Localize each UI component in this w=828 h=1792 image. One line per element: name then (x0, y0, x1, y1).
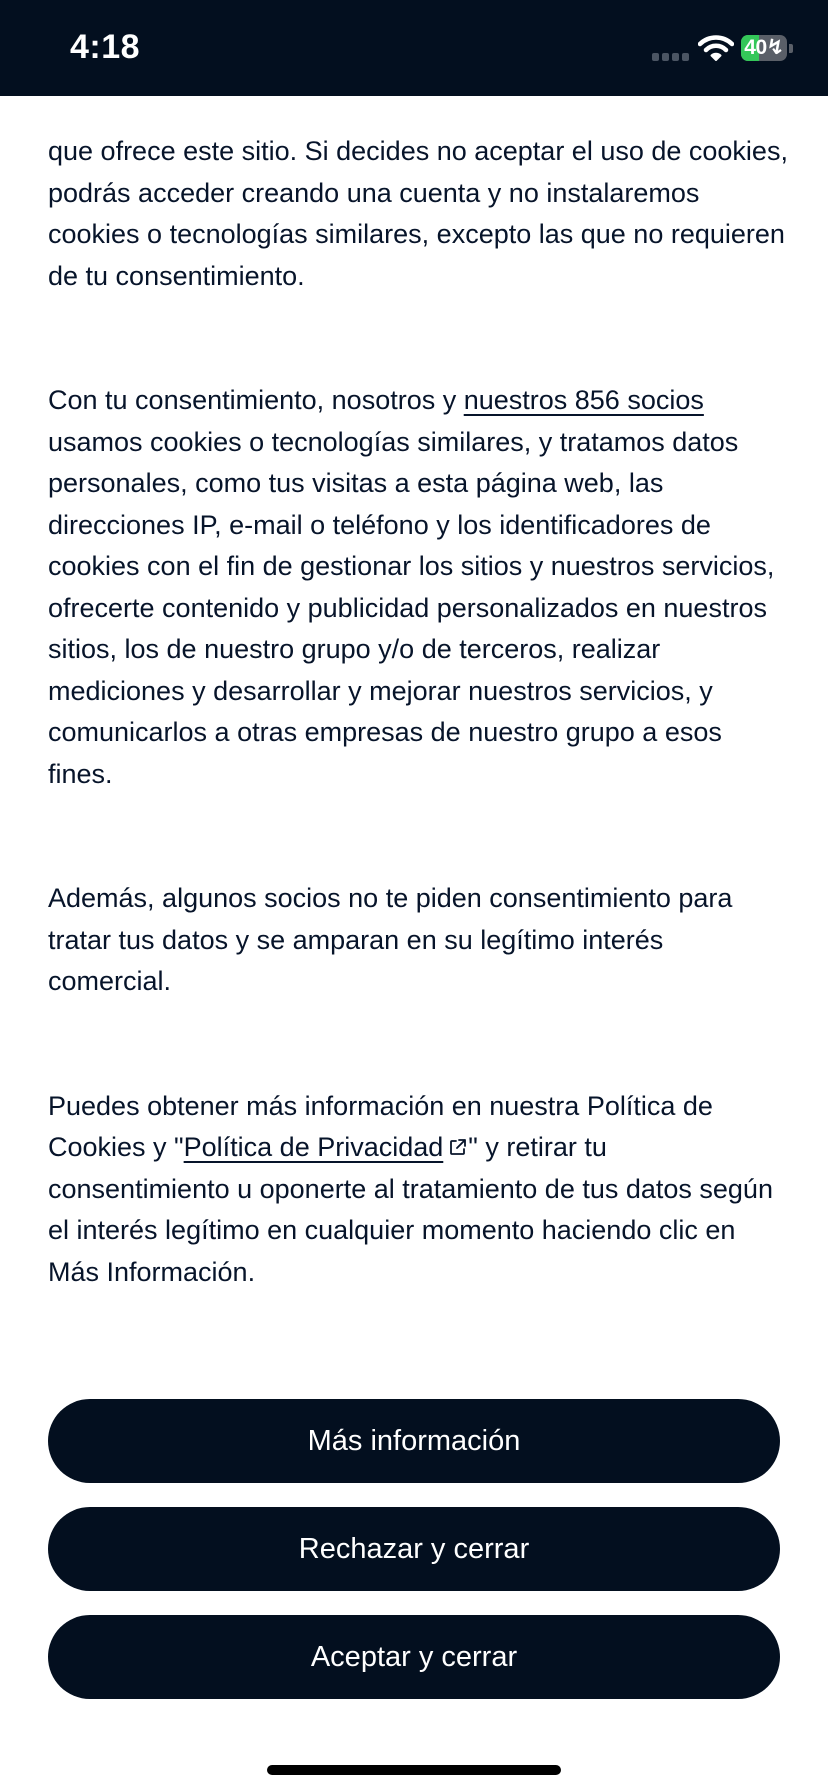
battery-charging-icon (741, 35, 787, 61)
more-info-button[interactable]: Más información (48, 1399, 780, 1483)
consent-paragraph-1 (48, 131, 788, 297)
paragraph-3-text: Además, algunos socios no te piden consentimiento para tratar tus datos y se amparan en su legítimo interés comercial. (48, 883, 733, 996)
bolt-icon: ↯ (766, 36, 784, 59)
wifi-icon (698, 34, 734, 62)
consent-paragraph-3 (48, 878, 788, 1003)
consent-paragraph-4 (48, 1086, 788, 1294)
paragraph-2-prefix: Con tu consentimiento, nosotros y (48, 385, 464, 415)
status-bar (0, 0, 828, 96)
battery-cap (789, 44, 793, 53)
paragraph-4-suffix: " y retirar tu consentimiento u oponerte al tratamiento de tus datos según el interés legítimo en cualquier momento haciendo clic en Más Información. (48, 1132, 773, 1287)
partners-link[interactable]: nuestros 856 socios (463, 385, 704, 415)
home-indicator[interactable] (267, 1765, 561, 1775)
external-link-icon[interactable] (448, 1137, 468, 1157)
paragraph-4-prefix: Puedes obtener más información en nuestra Política de Cookies y " (48, 1090, 713, 1162)
reject-and-close-button[interactable]: Rechazar y cerrar (48, 1507, 780, 1591)
consent-paragraph-2 (48, 380, 788, 795)
cellular-signal-icon (652, 53, 690, 61)
status-time: 4:18 (70, 28, 141, 66)
battery-level: 40 (744, 36, 767, 59)
paragraph-1-text: que ofrece este sitio. Si decides no aceptar el uso de cookies, podrás acceder creando una cuenta y no instalaremos cookies o tecnologías similares, excepto las que no requieren de tu consentimiento. (48, 136, 788, 291)
cookie-consent-text (48, 131, 788, 1376)
privacy-policy-link[interactable]: Política de Privacidad (183, 1132, 444, 1162)
accept-and-close-button[interactable]: Aceptar y cerrar (48, 1615, 780, 1699)
consent-actions (48, 1399, 780, 1723)
paragraph-2-suffix: usamos cookies o tecnologías similares, y tratamos datos personales, como tus visitas a esta página web, las direcciones IP, e-mail o teléfono y los identificadores de cookies con el fin de gestionar los sitios y nuestros servicios, ofrecerte contenido y publicidad personalizados en nuestros sitios, los de nuestro grupo y/o de terceros, realizar mediciones y desarrollar y mejorar nuestros servicios, y comunicarlos a otras empresas de nuestro grupo a esos fines. (48, 426, 775, 789)
